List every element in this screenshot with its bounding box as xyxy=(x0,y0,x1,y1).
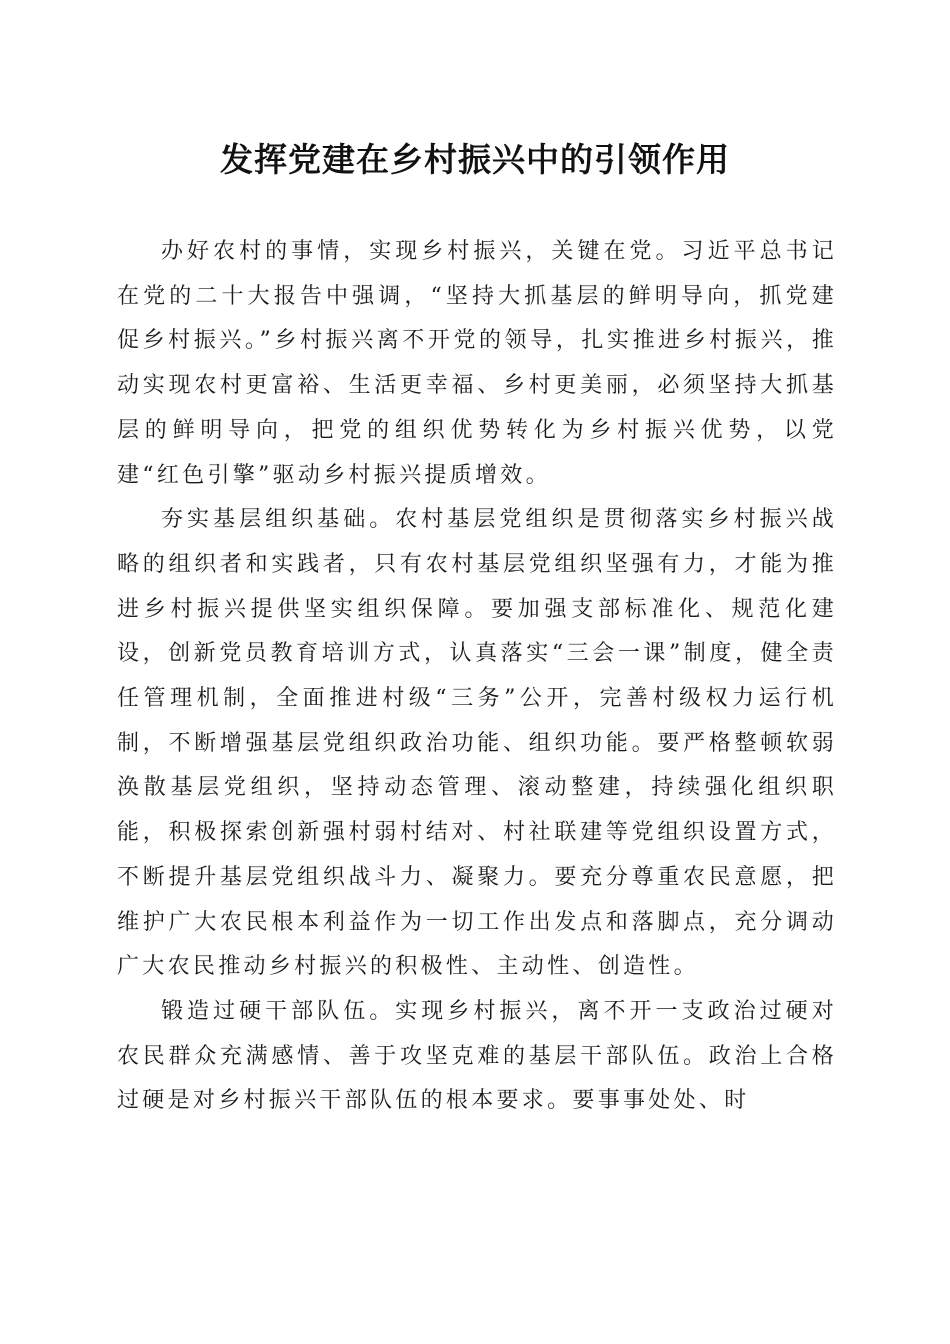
paragraph-intro: 办好农村的事情，实现乡村振兴，关键在党。习近平总书记在党的二十大报告中强调，“坚持大抓基层的鲜明导向，抓党建促乡村振兴。”乡村振兴离不开党的领导，扎实推进乡村振兴，推动实现农村更富裕、生活更幸福、乡村更美丽，必须坚持大抓基层的鲜明导向，把党的组织优势转化为乡村振兴优势，以党建“红色引擎”驱动乡村振兴提质增效。 xyxy=(117,239,837,488)
document-title: 发挥党建在乡村振兴中的引领作用 xyxy=(220,140,730,179)
paragraph-grassroots-organization: 夯实基层组织基础。农村基层党组织是贯彻落实乡村振兴战略的组织者和实践者，只有农村基层党组织坚强有力，才能为推进乡村振兴提供坚实组织保障。要加强支部标准化、规范化建设，创新党员教育培训方式，认真落实“三会一课”制度，健全责任管理机制，全面推进村级“三务”公开，完善村级权力运行机制，不断增强基层党组织政治功能、组织功能。要严格整顿软弱涣散基层党组织，坚持动态管理、滚动整建，持续强化组织职能，积极探索创新强村弱村结对、村社联建等党组织设置方式，不断提升基层党组织战斗力、凝聚力。要充分尊重农民意愿，把维护广大农民根本利益作为一切工作出发点和落脚点，充分调动广大农民推动乡村振兴的积极性、主动性、创造性。 xyxy=(117,507,837,980)
document-body xyxy=(117,230,837,1124)
paragraph-cadre-team: 锻造过硬干部队伍。实现乡村振兴，离不开一支政治过硬对农民群众充满感情、善于攻坚克难的基层干部队伍。政治上合格过硬是对乡村振兴干部队伍的根本要求。要事事处处、时 xyxy=(117,998,837,1114)
